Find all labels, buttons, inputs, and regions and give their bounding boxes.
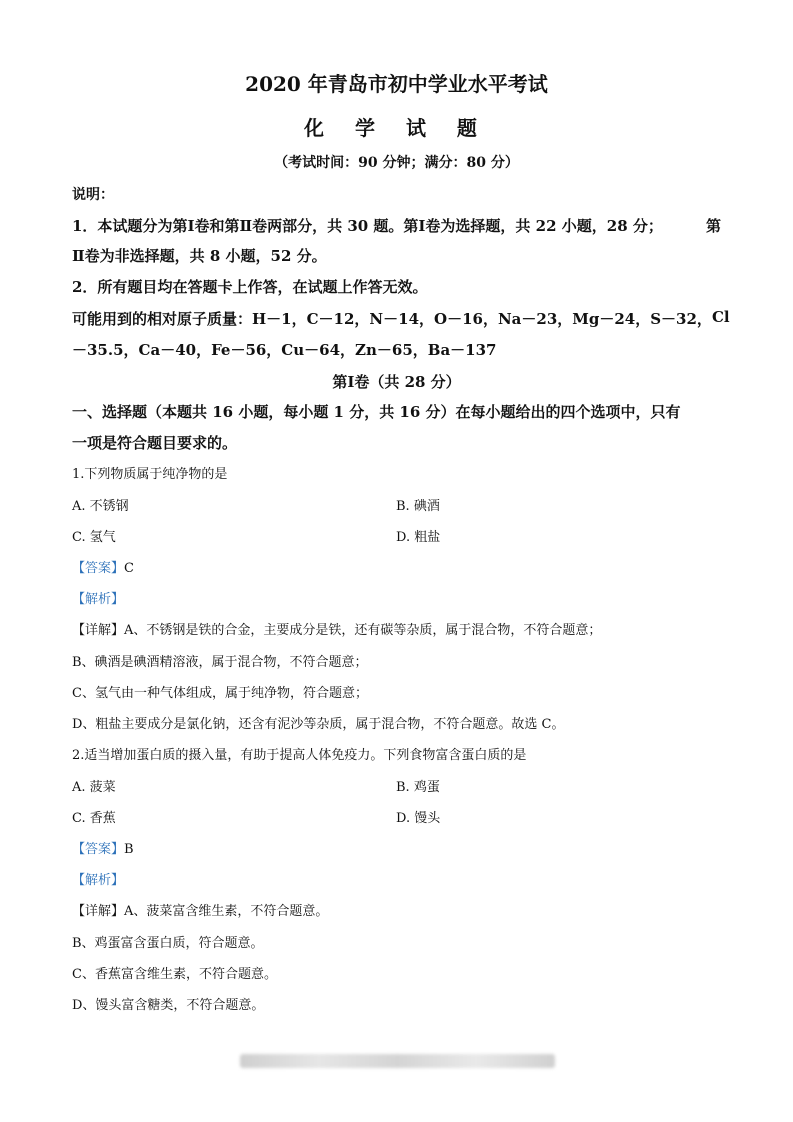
question-2-option-b: B. 鸡蛋 <box>396 780 440 795</box>
answer-tag: 【答案】 <box>72 561 125 576</box>
answer-value: C <box>124 561 134 576</box>
detail-tag: 【详解】 <box>72 623 125 638</box>
question-2-answer <box>72 838 721 857</box>
atomic-masses <box>72 308 730 329</box>
question-1-stem: 1.下列物质属于纯净物的是 <box>72 467 228 482</box>
question-1-detail-b: B、碘酒是碘酒精溶液，属于混合物，不符合题意； <box>72 655 368 670</box>
atomic-masses-text: 可能用到的相对原子质量：H－1，C－12，N－14，O－16，Na－23，Mg－24，S－32， <box>72 310 712 328</box>
question-1-detail-d: D、粗盐主要成分是氯化钠，还含有泥沙等杂质，属于混合物，不符合题意。故选 C。 <box>72 717 565 732</box>
question-2-option-d: D. 馒头 <box>396 811 441 826</box>
question-1-option-d: D. 粗盐 <box>396 530 441 545</box>
section-title: 第Ⅰ卷（共 28 分） <box>332 373 461 391</box>
question-2-analysis-tag: 【解析】 <box>72 873 125 888</box>
question-1-analysis-tag: 【解析】 <box>72 592 125 607</box>
blurred-footer-watermark <box>240 1054 555 1068</box>
instruction-item-1-end: 第 <box>705 217 721 235</box>
question-2-detail-d: D、馒头富含糖类，不符合题意。 <box>72 998 265 1013</box>
question-1-detail-a <box>72 619 721 638</box>
question-1-detail-c: C、氢气由一种气体组成，属于纯净物，符合题意； <box>72 686 368 701</box>
instructions-label: 说明： <box>72 187 114 203</box>
instruction-item-1-text: 1．本试题分为第Ⅰ卷和第Ⅱ卷两部分，共 30 题。第Ⅰ卷为选择题，共 22 小题，28 分； <box>72 217 663 235</box>
instruction-item-2: 2．所有题目均在答题卡上作答，在试题上作答无效。 <box>72 278 428 296</box>
subject-title: 化 学 试 题 <box>304 116 489 140</box>
question-2-stem: 2.适当增加蛋白质的摄入量，有助于提高人体免疫力。下列食物富含蛋白质的是 <box>72 748 527 763</box>
section-heading-cont: 一项是符合题目要求的。 <box>72 434 238 452</box>
question-2-option-a: A. 菠菜 <box>72 780 116 795</box>
detail-text: A、不锈钢是铁的合金，主要成分是铁，还有碳等杂质，属于混合物，不符合题意； <box>124 623 602 638</box>
answer-tag: 【答案】 <box>72 842 125 857</box>
atomic-masses-end: Cl <box>711 308 730 326</box>
atomic-masses-cont: －35.5，Ca－40，Fe－56，Cu－64，Zn－65，Ba－137 <box>72 341 497 359</box>
question-2-detail-a <box>72 900 721 919</box>
exam-title: 2020 年青岛市初中学业水平考试 <box>245 72 548 96</box>
detail-tag: 【详解】 <box>72 904 125 919</box>
instruction-item-1 <box>72 215 721 236</box>
question-2-option-c: C. 香蕉 <box>72 811 116 826</box>
detail-text: A、菠菜富含维生素，不符合题意。 <box>124 904 329 919</box>
section-heading: 一、选择题（本题共 16 小题，每小题 1 分，共 16 分）在每小题给出的四个选项中，只有 <box>72 403 681 421</box>
question-1-option-a: A. 不锈钢 <box>72 499 129 514</box>
question-2-detail-b: B、鸡蛋富含蛋白质，符合题意。 <box>72 936 264 951</box>
question-2-detail-c: C、香蕉富含维生素，不符合题意。 <box>72 967 277 982</box>
answer-value: B <box>124 842 134 857</box>
question-1-answer <box>72 557 721 576</box>
exam-info: （考试时间：90 分钟；满分：80 分） <box>274 155 519 171</box>
question-1-option-c: C. 氢气 <box>72 530 116 545</box>
instruction-item-1-cont: Ⅱ卷为非选择题，共 8 小题，52 分。 <box>72 247 327 265</box>
question-1-option-b: B. 碘酒 <box>396 499 440 514</box>
